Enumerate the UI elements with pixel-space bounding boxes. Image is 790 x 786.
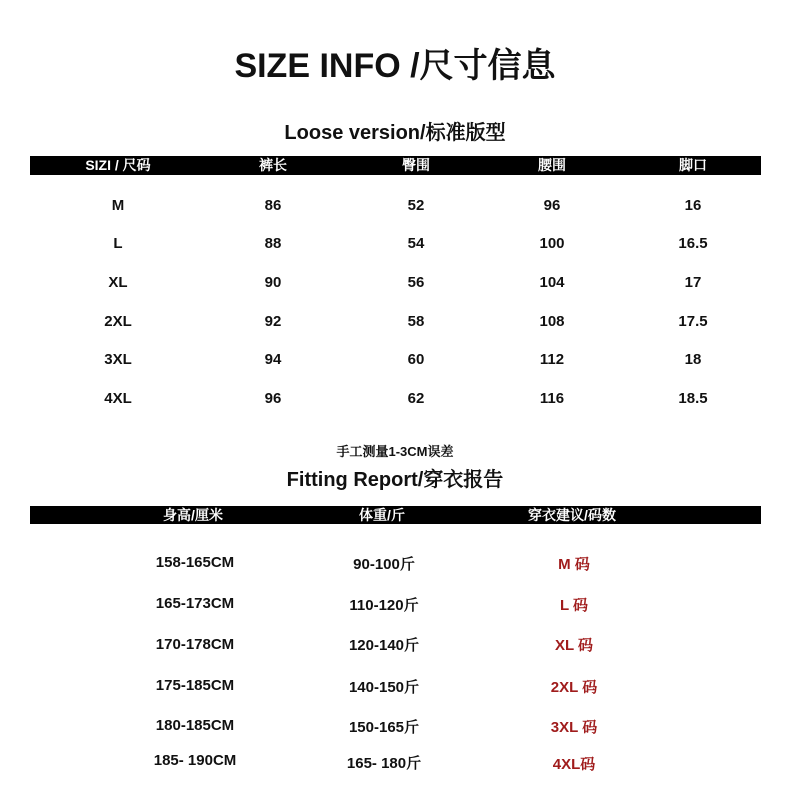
size-cell: L: [113, 235, 123, 252]
hip-cell: 60: [407, 351, 425, 368]
size-cell: 4XL: [104, 390, 132, 407]
suggested-size-cell: 2XL 码: [550, 679, 598, 696]
header-length: 裤长: [259, 157, 287, 173]
length-cell: 96: [264, 390, 282, 407]
height-cell: 165-173CM: [155, 595, 235, 612]
hip-cell: 52: [407, 197, 425, 214]
header-leg-opening: 脚口: [679, 157, 707, 173]
weight-cell: 140-150斤: [348, 679, 420, 696]
length-cell: 92: [264, 313, 282, 330]
leg-opening-cell: 16: [684, 197, 702, 214]
size-cell: 2XL: [104, 313, 132, 330]
leg-opening-cell: 17: [684, 274, 702, 291]
size-table-title: Loose version/标准版型: [284, 122, 506, 144]
height-cell: 175-185CM: [155, 677, 235, 694]
weight-cell: 90-100斤: [353, 556, 415, 573]
suggested-size-cell: L 码: [559, 597, 589, 614]
header-hip: 臀围: [402, 157, 430, 173]
weight-cell: 110-120斤: [349, 597, 419, 614]
size-cell: M: [111, 197, 125, 214]
hip-cell: 58: [407, 313, 425, 330]
fit-table-header: [30, 506, 761, 524]
suggested-size-cell: 3XL 码: [550, 719, 598, 736]
size-cell: 3XL: [104, 351, 132, 368]
height-cell: 180-185CM: [155, 717, 235, 734]
waist-cell: 112: [539, 351, 565, 368]
waist-cell: 96: [543, 197, 561, 214]
length-cell: 94: [264, 351, 282, 368]
header-size: SIZI / 尺码: [85, 157, 151, 173]
suggested-size-cell: 4XL码: [552, 756, 596, 773]
length-cell: 86: [264, 197, 282, 214]
hip-cell: 62: [407, 390, 425, 407]
leg-opening-cell: 18.5: [678, 390, 708, 407]
weight-cell: 165- 180斤: [346, 755, 422, 772]
height-cell: 158-165CM: [155, 554, 235, 571]
suggested-size-cell: XL 码: [554, 637, 594, 654]
suggested-size-cell: M 码: [558, 556, 590, 573]
header-suggestion: 穿衣建议/码数: [528, 507, 616, 523]
header-weight: 体重/斤: [359, 507, 405, 523]
leg-opening-cell: 16.5: [678, 235, 708, 252]
waist-cell: 116: [539, 390, 565, 407]
height-cell: 170-178CM: [155, 636, 235, 653]
weight-cell: 150-165斤: [348, 719, 420, 736]
header-waist: 腰围: [538, 157, 566, 173]
measurement-note: 手工测量1-3CM误差: [336, 444, 454, 459]
waist-cell: 108: [539, 313, 565, 330]
length-cell: 90: [264, 274, 282, 291]
fit-table-title: Fitting Report/穿衣报告: [286, 469, 504, 491]
length-cell: 88: [264, 235, 282, 252]
leg-opening-cell: 17.5: [678, 313, 708, 330]
leg-opening-cell: 18: [684, 351, 702, 368]
weight-cell: 120-140斤: [348, 637, 420, 654]
hip-cell: 56: [407, 274, 425, 291]
header-height: 身高/厘米: [163, 507, 223, 523]
waist-cell: 104: [539, 274, 565, 291]
height-cell: 185- 190CM: [153, 752, 237, 769]
size-table-header: [30, 156, 761, 175]
waist-cell: 100: [539, 235, 565, 252]
hip-cell: 54: [407, 235, 425, 252]
page-title: SIZE INFO /尺寸信息: [234, 47, 556, 85]
size-cell: XL: [108, 274, 128, 291]
